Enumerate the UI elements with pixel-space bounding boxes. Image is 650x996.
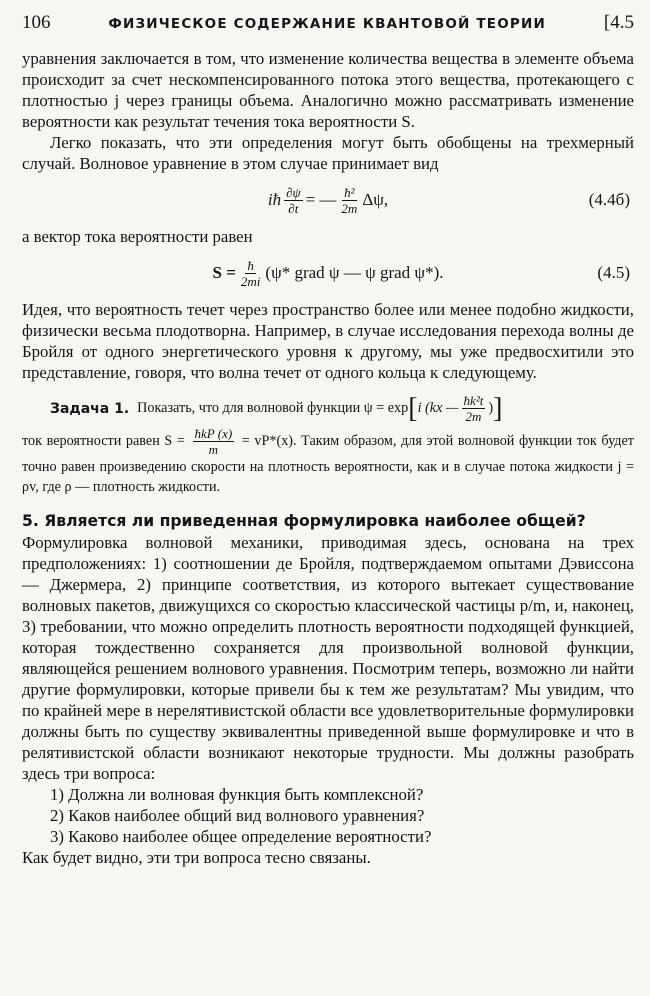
eq1-time-derivative <box>284 185 303 216</box>
paragraph-probability-fluid: Идея, что вероятность течет через пространство более или менее подобно жидкости, физически весьма плодотворна. Например, в случае исследования перехода волны де Бройля от одного энергетического уровня к другому, мы уже предвосхитили это представление, говоря, что волна течет от одного кольца к следующему. <box>22 300 634 382</box>
problem-label: Задача 1. <box>50 400 130 417</box>
problem-line2-b: = vP*(x). Таким образом, для этой волновой функции ток будет точно равен произведению скорости на плотность вероятности, как и в случае потока жидкости j = ρv, где ρ — плотность жидкости. <box>22 432 635 495</box>
problem-frac-denominator: m <box>208 442 219 457</box>
section-reference: [4.5 <box>603 12 634 33</box>
problem-exp-denominator: 2m <box>465 409 482 424</box>
equation-4-5 <box>22 247 634 299</box>
eq1-coef-numerator: ħ² <box>344 184 355 200</box>
problem-exp-close: ) <box>488 400 494 416</box>
eq1-lhs: iħ <box>267 190 282 209</box>
problem-statement <box>22 393 634 424</box>
eq2-lhs: S = <box>212 263 236 282</box>
eq2-coef-denominator: 2mi <box>240 273 261 289</box>
question-list <box>22 784 634 847</box>
running-title: ФИЗИЧЕСКОЕ СОДЕРЖАНИЕ КВАНТОВОЙ ТЕОРИИ <box>108 16 546 32</box>
eq1-equals: = — <box>305 190 337 209</box>
equation-4-4b <box>22 174 634 226</box>
problem-lead: Показать, что для волновой функции ψ = exp <box>137 400 409 416</box>
question-2: 2) Каков наиболее общий вид волнового уравнения? <box>50 806 425 825</box>
page-number: 106 <box>22 12 51 33</box>
eq1-coefficient <box>339 185 359 216</box>
problem-1 <box>22 393 634 497</box>
equation-number: (4.5) <box>597 263 630 282</box>
problem-line2-a: ток вероятности равен S = <box>22 432 185 449</box>
equation-number: (4.4б) <box>588 190 630 209</box>
close-bracket: ] <box>493 392 503 424</box>
eq1-deriv-numerator: ∂ψ <box>286 184 301 200</box>
problem-exp-fraction <box>462 393 486 424</box>
question-3: 3) Каково наиболее общее определение вероятности? <box>50 827 432 846</box>
problem-exp-numerator: ħk²t <box>463 393 484 408</box>
section-5-closing: Как будет видно, эти три вопроса тесно связаны. <box>22 848 371 867</box>
eq2-coef-numerator: ħ <box>247 257 254 273</box>
section-5-body: Формулировка волновой механики, приводимая здесь, основана на трех предположениях: 1) соотношении де Бройля, подтверждаемом опытами Дэвиссона — Джермера, 2) принципе соответствия, из которого вытекает существование волновых пакетов, движущихся со скоростью классической частицы p/m, и, наконец, 3) требовании, что можно определить плотность вероятности подходящей функцией, которая тождественно сохраняется для произвольной волновой функции, являющейся решением волнового уравнения. Посмотрим теперь, возможно ли найти другие формулировки, которые привели бы к тем же результатам? Мы увидим, что по крайней мере в нерелятивистской области все удовлетворительные формулировки должны быть по существу эквивалентны приведенной выше формулировке и что в релятивистской области возникают некоторые трудности. Мы должны разобрать здесь три вопроса: <box>22 533 634 783</box>
question-1: 1) Должна ли волновая функция быть комплексной? <box>50 785 424 804</box>
eq2-coefficient <box>239 258 263 289</box>
problem-exp-inner: i (kx — <box>417 400 459 416</box>
running-header <box>22 12 634 48</box>
eq2-rhs: (ψ* grad ψ — ψ grad ψ*). <box>265 263 444 282</box>
problem-current-fraction <box>193 426 235 457</box>
eq1-rhs: Δψ, <box>362 190 389 209</box>
problem-frac-numerator: ħkP (x) <box>194 426 233 441</box>
paragraph-generalization: Легко показать, что эти определения могут быть обобщены на трехмерный случай. Волновое уравнение в этом случае принимает вид <box>22 133 634 173</box>
problem-text <box>22 426 634 497</box>
section-5-heading: 5. Является ли приведенная формулировка наиболее общей? <box>22 512 586 530</box>
eq1-deriv-denominator: ∂t <box>288 200 299 216</box>
paragraph-continuation: уравнения заключается в том, что изменение количества вещества в элементе объема происходит за счет нескомпенсированного потока этого вещества, протекающего с плотностью j через границы объема. Аналогично можно рассматривать изменение вероятности как результат течения тока вероятности S. <box>22 49 634 131</box>
open-bracket: [ <box>408 392 418 424</box>
paragraph-current-vector: а вектор тока вероятности равен <box>22 227 253 246</box>
eq1-coef-denominator: 2m <box>341 200 358 216</box>
